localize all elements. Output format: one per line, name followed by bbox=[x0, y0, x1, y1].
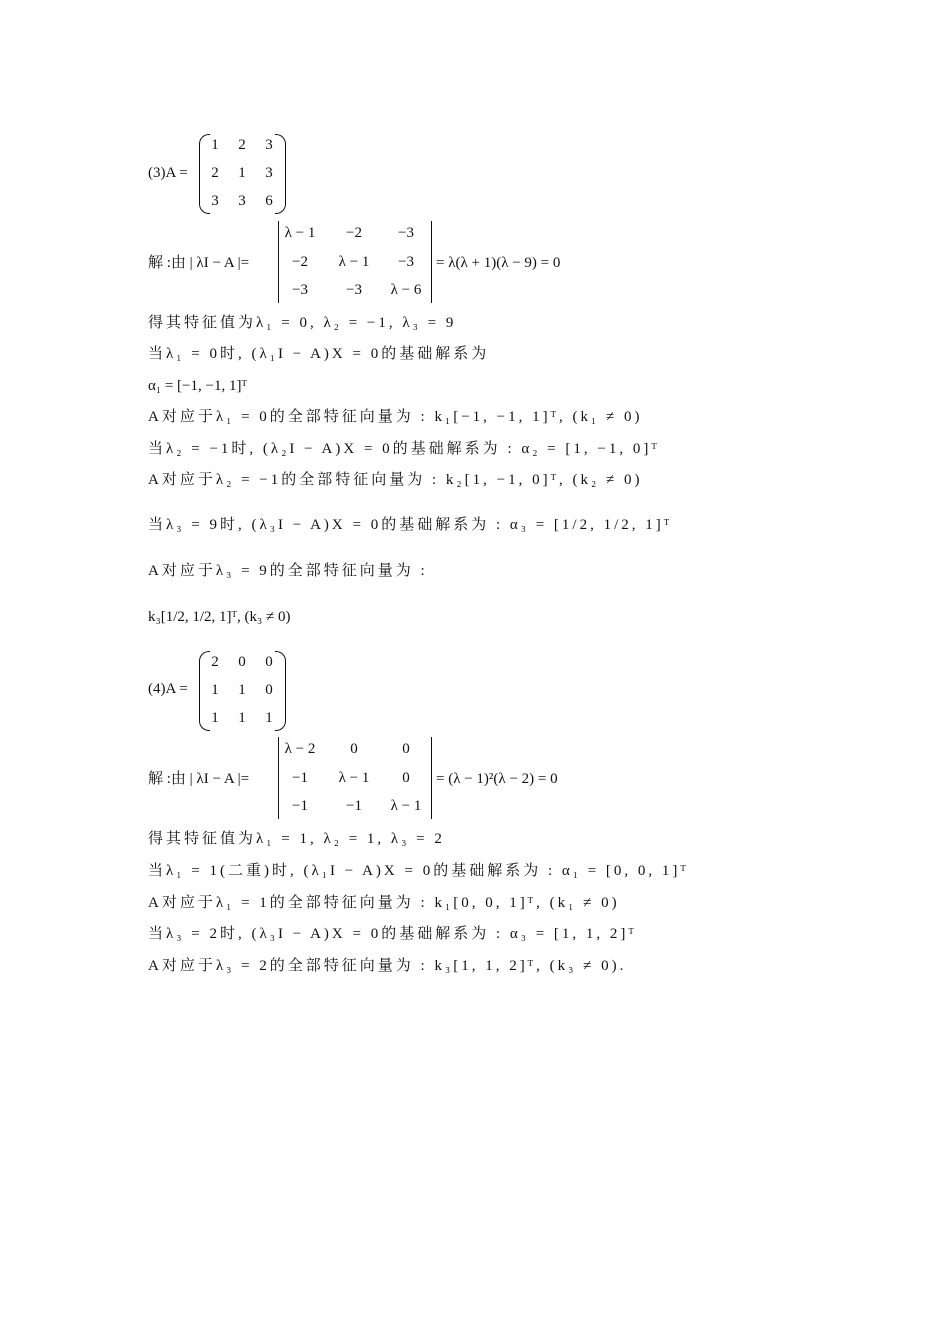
part3-case3: 当λ₃ = 9时, (λ₃I − A)X = 0的基础解系为 : α₃ = [1/2, 1/2, 1]ᵀ bbox=[148, 517, 673, 533]
part4-solve-prefix: 解 :由 | λI − A |= bbox=[148, 771, 250, 787]
matrix-row: 2 1 3 bbox=[211, 165, 273, 181]
part3-case2: 当λ₂ = −1时, (λ₂I − A)X = 0的基础解系为 : α₂ = [1, −1, 0]ᵀ bbox=[148, 441, 660, 457]
part4-eigenvalues: 得其特征值为λ₁ = 1, λ₂ = 1, λ₃ = 2 bbox=[148, 831, 445, 847]
part3-det-result: = λ(λ + 1)(λ − 9) = 0 bbox=[436, 255, 561, 271]
part4-case2: 当λ₃ = 2时, (λ₃I − A)X = 0的基础解系为 : α₃ = [1, 1, 2]ᵀ bbox=[148, 926, 637, 942]
part3-vec3-intro: A对应于λ₃ = 9的全部特征向量为 : bbox=[148, 563, 428, 579]
matrix-row: 2 0 0 bbox=[211, 654, 273, 670]
part3-eigenvalues: 得其特征值为λ₁ = 0, λ₂ = −1, λ₃ = 9 bbox=[148, 315, 457, 331]
part3-case1: 当λ₁ = 0时, (λ₁I − A)X = 0的基础解系为 bbox=[148, 346, 490, 362]
part3-determinant: λ − 1 −2 −3 −2 λ − 1 −3 −3 −3 λ − 6 bbox=[278, 221, 432, 303]
part4-vec1: A对应于λ₁ = 1的全部特征向量为 : k₁[0, 0, 1]ᵀ, (k₁ ≠ 0) bbox=[148, 895, 620, 911]
part3-matrix bbox=[199, 134, 286, 214]
matrix-row: 1 1 1 bbox=[211, 710, 273, 726]
part3-alpha1: α₁ = [−1, −1, 1]ᵀ bbox=[148, 378, 247, 394]
part3-vec3: k₃[1/2, 1/2, 1]ᵀ, (k₃ ≠ 0) bbox=[148, 609, 291, 625]
matrix-row: 1 1 0 bbox=[211, 682, 273, 698]
part3-vec1: A对应于λ₁ = 0的全部特征向量为 : k₁[−1, −1, 1]ᵀ, (k₁ ≠ 0) bbox=[148, 409, 643, 425]
part4-det-result: = (λ − 1)²(λ − 2) = 0 bbox=[436, 771, 558, 787]
part4-case1: 当λ₁ = 1(二重)时, (λ₁I − A)X = 0的基础解系为 : α₁ = [0, 0, 1]ᵀ bbox=[148, 863, 689, 879]
part4-determinant: λ − 2 0 0 −1 λ − 1 0 −1 −1 λ − 1 bbox=[278, 737, 432, 819]
matrix-row: 3 3 6 bbox=[211, 193, 273, 209]
part4-matrix bbox=[199, 651, 286, 731]
part4-vec2: A对应于λ₃ = 2的全部特征向量为 : k₃[1, 1, 2]ᵀ, (k₃ ≠ 0). bbox=[148, 958, 627, 974]
part4-label: (4)A = bbox=[148, 681, 188, 697]
part3-label: (3)A = bbox=[148, 165, 188, 181]
part3-solve-prefix: 解 :由 | λI − A |= bbox=[148, 255, 250, 271]
matrix-row: 1 2 3 bbox=[211, 137, 273, 153]
part3-vec2: A对应于λ₂ = −1的全部特征向量为 : k₂[1, −1, 0]ᵀ, (k₂ ≠ 0) bbox=[148, 472, 643, 488]
